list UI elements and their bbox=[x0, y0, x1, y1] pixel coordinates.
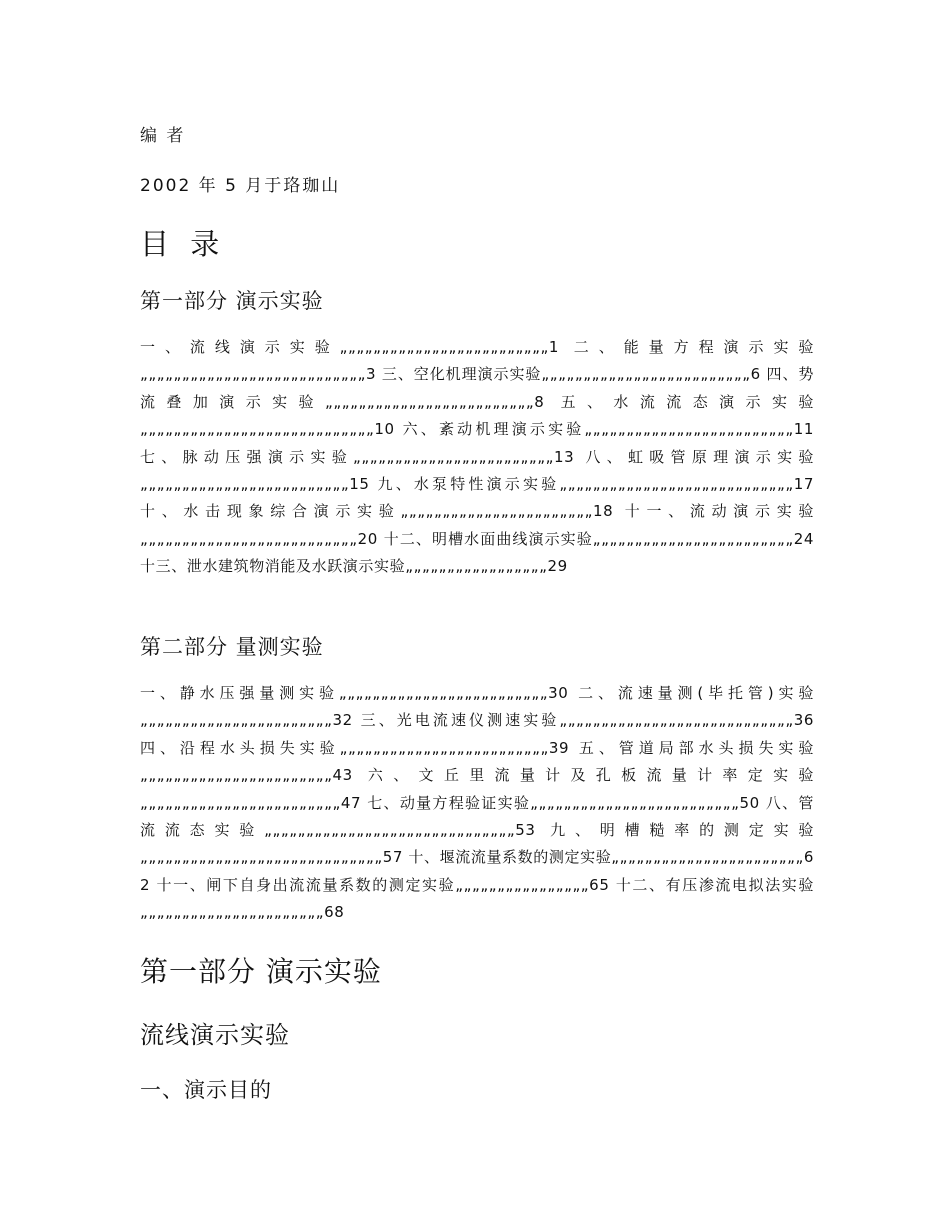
author-line: 编 者 bbox=[140, 126, 186, 146]
toc-part1-heading: 第一部分 演示实验 bbox=[140, 289, 324, 313]
section-title: 流线演示实验 bbox=[140, 1021, 290, 1049]
toc-part2-heading: 第二部分 量测实验 bbox=[140, 635, 324, 659]
part-title: 第一部分 演示实验 bbox=[140, 955, 382, 988]
toc-title: 目 录 bbox=[140, 227, 226, 261]
toc-part2-entries: 一、静水压强量测实验„„„„„„„„„„„„„„„„„„„„„„„„„30 二、流速量测(毕托管)实验„„„„„„„„„„„„„„„„„„„„„„„32 三、光电流速仪测速实验„„„„„„„„„„„„„„„„„„„„„„„„„„„„36 四、沿程水头损失实验„„„„„„„„„„„„„„„„„„„„„„„„„39 五、管道局部水头损失实验„„„„„„„„„„„„„„„„„„„„„„„43 六、文丘里流量计及孔板流量计率定实验„„„„„„„„„„„„„„„„„„„„„„„„47 七、动量方程验证实验„„„„„„„„„„„„„„„„„„„„„„„„„50 八、管流流态实验„„„„„„„„„„„„„„„„„„„„„„„„„„„„„„53 九、明槽糙率的测定实验„„„„„„„„„„„„„„„„„„„„„„„„„„„„„57 十、堰流流量系数的测定实验„„„„„„„„„„„„„„„„„„„„„„„62 十一、闸下自身出流流量系数的测定实验„„„„„„„„„„„„„„„„65 十二、有压渗流电拟法实验„„„„„„„„„„„„„„„„„„„„„„68 bbox=[140, 684, 814, 922]
toc-part1-entries: 一、流线演示实验„„„„„„„„„„„„„„„„„„„„„„„„„1 二、能量方程演示实验„„„„„„„„„„„„„„„„„„„„„„„„„„„3 三、空化机理演示实验„„„„„„„„„„„„„„„„„„„„„„„„„6 四、势流叠加演示实验„„„„„„„„„„„„„„„„„„„„„„„„„8 五、水流流态演示实验„„„„„„„„„„„„„„„„„„„„„„„„„„„„10 六、紊动机理演示实验„„„„„„„„„„„„„„„„„„„„„„„„„11 七、脉动压强演示实验„„„„„„„„„„„„„„„„„„„„„„„„13 八、虹吸管原理演示实验„„„„„„„„„„„„„„„„„„„„„„„„„15 九、水泵特性演示实验„„„„„„„„„„„„„„„„„„„„„„„„„„„„17 十、水击现象综合演示实验„„„„„„„„„„„„„„„„„„„„„„„18 十一、流动演示实验„„„„„„„„„„„„„„„„„„„„„„„„„„20 十二、明槽水面曲线演示实验„„„„„„„„„„„„„„„„„„„„„„„„24 十三、泄水建筑物消能及水跃演示实验„„„„„„„„„„„„„„„„„29 bbox=[140, 338, 814, 576]
date-line: 2002 年 5 月于珞珈山 bbox=[140, 176, 341, 196]
subsection-title: 一、演示目的 bbox=[140, 1078, 272, 1102]
